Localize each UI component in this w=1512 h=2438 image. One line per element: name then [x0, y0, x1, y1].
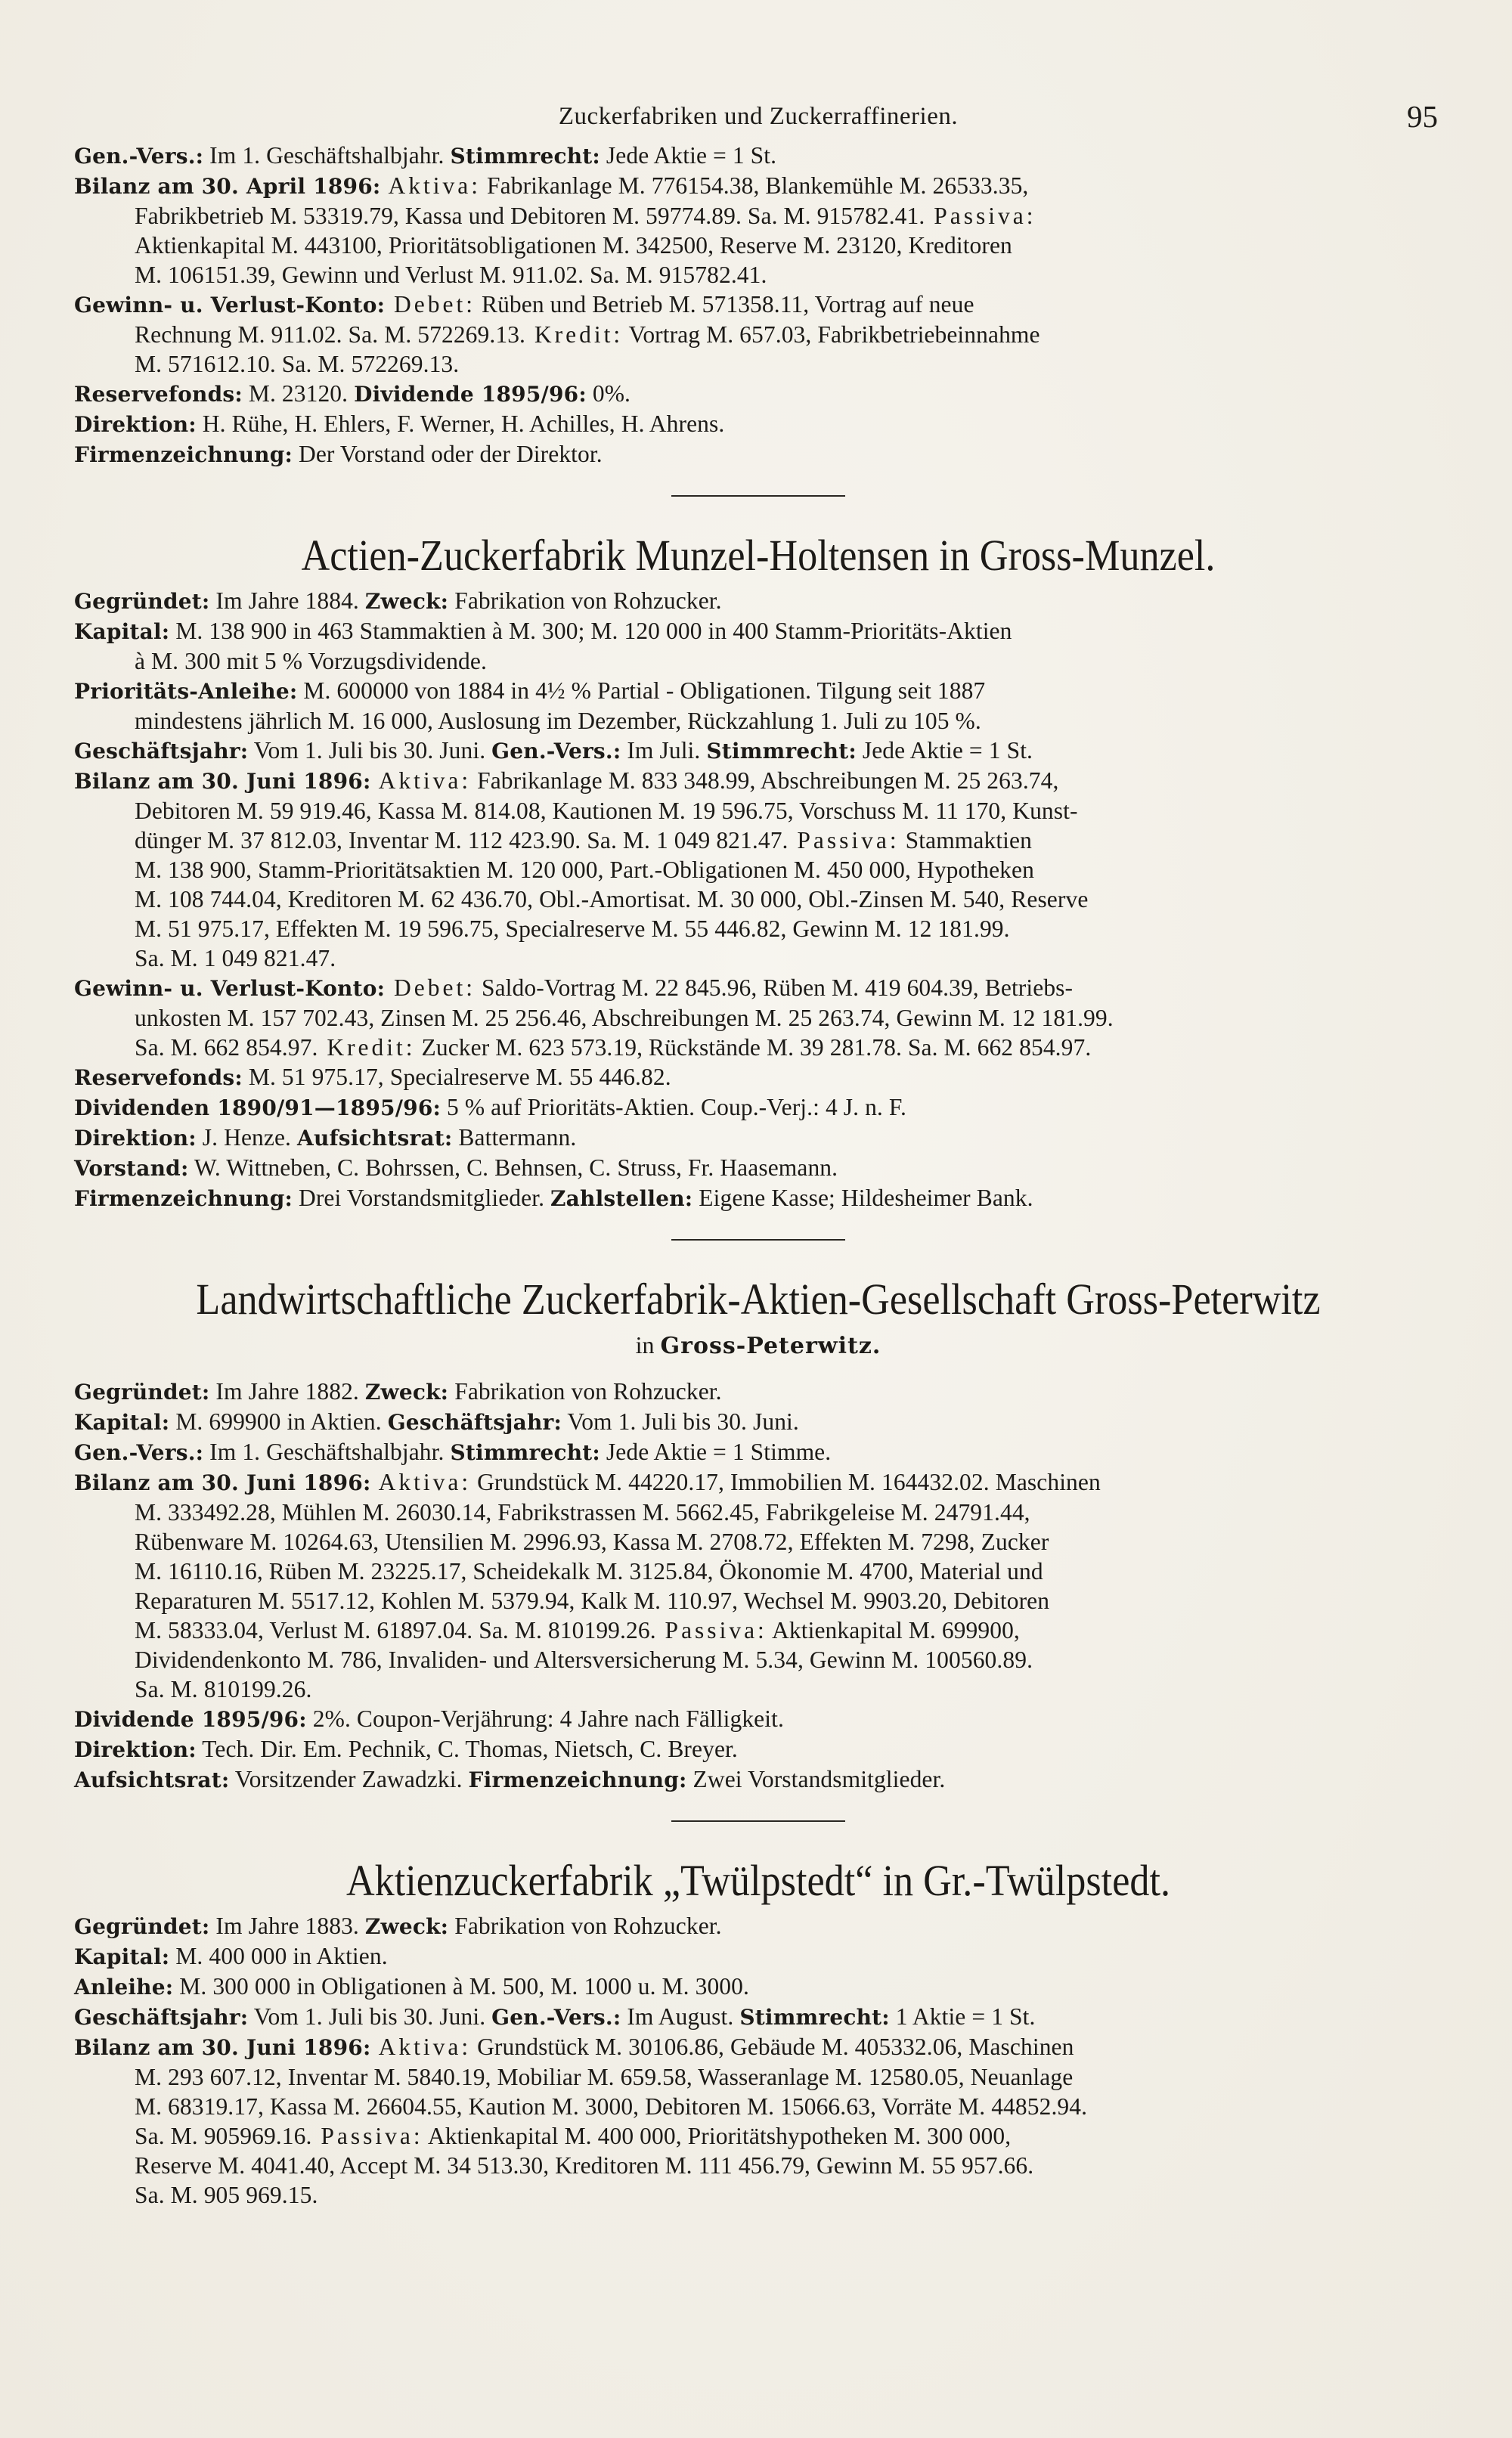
- field-text: Jede Aktie = 1 St.: [600, 142, 777, 169]
- field-text: Stammaktien: [899, 827, 1032, 853]
- entry-line: [74, 1911, 1442, 1941]
- entry-continuation-line: [74, 231, 1442, 260]
- field-text: Grundstück M. 44220.17, Immobilien M. 164432.02. Maschinen: [471, 1469, 1101, 1495]
- entry-line: [74, 1062, 1442, 1092]
- entry-line: [74, 1123, 1442, 1153]
- entry-line: [74, 1437, 1442, 1467]
- field-text: M. 108 744.04, Kreditoren M. 62 436.70, Obl.-Amortisat. M. 30 000, Obl.-Zinsen M. 540, Reserve: [135, 886, 1089, 912]
- field-text: M. 51 975.17, Specialreserve M. 55 446.82.: [242, 1064, 671, 1090]
- company-location: [74, 1328, 1442, 1363]
- entry-continuation-line: [74, 855, 1442, 884]
- entry-line: [74, 1092, 1442, 1123]
- field-label: Firmenzeichnung:: [468, 1767, 687, 1792]
- entry-line: [74, 1764, 1442, 1795]
- field-text: Aktienkapital M. 699900,: [767, 1617, 1020, 1643]
- field-label: Kapital:: [74, 1410, 170, 1435]
- field-text: Zucker M. 623 573.19, Rückstände M. 39 281.78. Sa. M. 662 854.97.: [415, 1034, 1092, 1061]
- field-label: Stimmrecht:: [739, 2005, 890, 2030]
- entry-line: [74, 1467, 1442, 1498]
- entry-continuation-line: [74, 796, 1442, 826]
- entry-line: [74, 1183, 1442, 1213]
- entry-continuation-line: [74, 1033, 1442, 1062]
- field-text: Fabrikbetrieb M. 53319.79, Kassa und Debitoren M. 59774.89. Sa. M. 915782.41.: [135, 203, 925, 229]
- entry-line: [74, 1153, 1442, 1183]
- field-text: M. 300 000 in Obligationen à M. 500, M. 1000 u. M. 3000.: [173, 1973, 749, 2000]
- spaced-label: Aktiva:: [370, 767, 472, 794]
- field-label: Zahlstellen:: [550, 1186, 693, 1211]
- field-text: Jede Aktie = 1 St.: [856, 737, 1033, 764]
- field-label: Gen.-Vers.:: [74, 1440, 204, 1465]
- company-entry: [74, 1820, 1442, 2210]
- entry-line: [74, 766, 1442, 796]
- field-text: H. Rühe, H. Ehlers, F. Werner, H. Achilles, H. Ahrens.: [196, 410, 725, 437]
- field-text: Sa. M. 905969.16.: [135, 2123, 312, 2149]
- spaced-label: Aktiva:: [380, 172, 482, 199]
- field-label: Zweck:: [364, 1914, 449, 1939]
- field-text: Vom 1. Juli bis 30. Juni.: [562, 1408, 799, 1435]
- field-label: Dividenden 1890/91—1895/96:: [74, 1095, 442, 1120]
- entry-continuation-line: [74, 320, 1442, 349]
- field-text: J. Henze.: [196, 1124, 298, 1151]
- field-label: Stimmrecht:: [706, 739, 857, 764]
- running-head-title: Zuckerfabriken und Zuckerraffinerien.: [558, 103, 959, 130]
- company-heading: Landwirtschaftliche Zuckerfabrik-Aktien-Gesellschaft Gross-Peterwitz: [196, 1275, 1321, 1324]
- entry-continuation-line: [74, 260, 1442, 290]
- field-text: Vom 1. Juli bis 30. Juni.: [248, 737, 492, 764]
- field-text: Rechnung M. 911.02. Sa. M. 572269.13.: [135, 321, 526, 348]
- entry-continuation-line: [74, 2092, 1442, 2121]
- field-label: Geschäftsjahr:: [74, 2005, 249, 2030]
- entry-continuation-line: [74, 2062, 1442, 2092]
- spaced-label: Debet:: [385, 291, 476, 318]
- field-label: Kapital:: [74, 619, 170, 644]
- field-label: Vorstand:: [74, 1156, 189, 1181]
- entry-line: [74, 1377, 1442, 1407]
- field-label: Geschäftsjahr:: [74, 739, 249, 764]
- field-text: Aktienkapital M. 400 000, Prioritätshypotheken M. 300 000,: [423, 2123, 1012, 2149]
- field-text: Sa. M. 905 969.15.: [135, 2182, 318, 2208]
- entry-continuation-line: [74, 1527, 1442, 1557]
- field-text: M. 600000 von 1884 in 4½ % Partial - Obligationen. Tilgung seit 1887: [297, 677, 986, 704]
- field-text: Im Jahre 1883.: [209, 1913, 365, 1939]
- field-label: Kapital:: [74, 1944, 170, 1969]
- entry-line: [74, 439, 1442, 469]
- field-text: Im Jahre 1882.: [209, 1378, 365, 1405]
- field-text: Sa. M. 810199.26.: [135, 1676, 312, 1702]
- running-head: [74, 88, 1442, 141]
- entry-continuation-line: [74, 1003, 1442, 1033]
- field-text: 0%.: [586, 380, 631, 407]
- entry-continuation-line: [74, 943, 1442, 973]
- field-label: Aufsichtsrat:: [74, 1767, 230, 1792]
- entry-continuation-line: [74, 1498, 1442, 1527]
- location-prefix: in: [635, 1331, 661, 1358]
- spaced-label: Passiva:: [311, 2123, 423, 2149]
- field-label: Anleihe:: [74, 1975, 174, 2000]
- field-text: Battermann.: [452, 1124, 577, 1151]
- entry-line: [74, 290, 1442, 320]
- page-content: [74, 141, 1442, 2210]
- field-label: Dividende 1895/96:: [354, 382, 587, 407]
- field-label: Gegründet:: [74, 1914, 210, 1939]
- field-text: Reserve M. 4041.40, Accept M. 34 513.30, Kreditoren M. 111 456.79, Gewinn M. 55 957.66.: [135, 2152, 1034, 2179]
- field-text: Fabrikation von Rohzucker.: [448, 587, 722, 614]
- spaced-label: Aktiva:: [370, 2034, 472, 2060]
- entry-line: [74, 736, 1442, 766]
- field-label: Direktion:: [74, 412, 197, 437]
- entry-line: [74, 379, 1442, 409]
- entry-continuation-line: [74, 1616, 1442, 1645]
- entry-line: [74, 973, 1442, 1003]
- field-text: Sa. M. 662 854.97.: [135, 1034, 318, 1061]
- section-divider: [671, 1820, 845, 1822]
- entry-continuation-line: [74, 1557, 1442, 1586]
- field-label: Gegründet:: [74, 1380, 210, 1405]
- spaced-label: Passiva:: [925, 203, 1036, 229]
- field-label: Dividende 1895/96:: [74, 1707, 307, 1732]
- field-text: Rübenware M. 10264.63, Utensilien M. 2996.93, Kassa M. 2708.72, Effekten M. 7298, Zucker: [135, 1529, 1049, 1555]
- field-text: Fabrikanlage M. 776154.38, Blankemühle M. 26533.35,: [481, 172, 1029, 199]
- field-label: Gen.-Vers.:: [74, 144, 204, 169]
- field-text: Rüben und Betrieb M. 571358.11, Vortrag auf neue: [475, 291, 974, 318]
- company-entry: [74, 495, 1442, 1213]
- field-text: unkosten M. 157 702.43, Zinsen M. 25 256.46, Abschreibungen M. 25 263.74, Gewinn M. 12 181.99.: [135, 1005, 1114, 1031]
- field-text: 2%. Coupon-Verjährung: 4 Jahre nach Fälligkeit.: [306, 1705, 784, 1732]
- field-label: Gewinn- u. Verlust-Konto:: [74, 976, 386, 1001]
- entry-line: [74, 676, 1442, 706]
- spaced-label: Aktiva:: [370, 1469, 472, 1495]
- field-text: Vorsitzender Zawadzki.: [229, 1766, 469, 1792]
- field-text: Drei Vorstandsmitglieder.: [293, 1185, 551, 1211]
- field-text: dünger M. 37 812.03, Inventar M. 112 423.90. Sa. M. 1 049 821.47.: [135, 827, 789, 853]
- entry-continuation-line: [74, 2151, 1442, 2180]
- field-text: M. 400 000 in Aktien.: [169, 1943, 388, 1969]
- field-text: Debitoren M. 59 919.46, Kassa M. 814.08, Kautionen M. 19 596.75, Vorschuss M. 11 170, Kunst-: [135, 798, 1078, 824]
- field-text: Der Vorstand oder der Direktor.: [293, 441, 603, 467]
- field-label: Direktion:: [74, 1126, 197, 1151]
- entry-line: [74, 2032, 1442, 2062]
- company-entry: [74, 141, 1442, 469]
- field-label: Firmenzeichnung:: [74, 1186, 293, 1211]
- field-text: Im Jahre 1884.: [209, 587, 365, 614]
- field-text: Im 1. Geschäftshalbjahr.: [203, 1439, 451, 1465]
- entry-continuation-line: [74, 1674, 1442, 1704]
- entry-continuation-line: [74, 914, 1442, 943]
- field-text: Zwei Vorstandsmitglieder.: [686, 1766, 946, 1792]
- entry-continuation-line: [74, 201, 1442, 231]
- company-heading: Actien-Zuckerfabrik Munzel-Holtensen in Gross-Munzel.: [301, 531, 1216, 580]
- field-label: Zweck:: [364, 589, 449, 614]
- spaced-label: Debet:: [385, 974, 476, 1001]
- field-label: Firmenzeichnung:: [74, 442, 293, 467]
- field-text: Reparaturen M. 5517.12, Kohlen M. 5379.94, Kalk M. 110.97, Wechsel M. 9903.20, Debitoren: [135, 1588, 1050, 1614]
- company-entry: [74, 1239, 1442, 1795]
- field-label: Reservefonds:: [74, 1065, 243, 1090]
- entry-line: [74, 1407, 1442, 1437]
- spaced-label: Kredit:: [318, 1034, 416, 1061]
- entry-continuation-line: [74, 1645, 1442, 1674]
- page-number: 95: [1407, 99, 1438, 134]
- field-text: Sa. M. 1 049 821.47.: [135, 945, 336, 971]
- entry-line: [74, 616, 1442, 646]
- entry-continuation-line: [74, 884, 1442, 914]
- field-text: Vortrag M. 657.03, Fabrikbetriebeinnahme: [623, 321, 1040, 348]
- field-text: Im August.: [621, 2003, 740, 2030]
- field-label: Bilanz am 30. Juni 1896:: [74, 2035, 371, 2060]
- field-text: W. Wittneben, C. Bohrssen, C. Behnsen, C. Struss, Fr. Haasemann.: [188, 1154, 838, 1181]
- field-text: Im 1. Geschäftshalbjahr.: [203, 142, 451, 169]
- field-text: Fabrikation von Rohzucker.: [448, 1378, 722, 1405]
- field-text: M. 138 900 in 463 Stammaktien à M. 300; M. 120 000 in 400 Stamm-Prioritäts-Aktien: [169, 618, 1012, 644]
- location-name: Gross-Peterwitz.: [660, 1333, 881, 1359]
- field-text: Dividendenkonto M. 786, Invaliden- und Altersversicherung M. 5.34, Gewinn M. 100560.89.: [135, 1647, 1033, 1673]
- entry-line: [74, 141, 1442, 171]
- field-text: M. 571612.10. Sa. M. 572269.13.: [135, 351, 460, 377]
- field-text: Tech. Dir. Em. Pechnik, C. Thomas, Nietsch, C. Breyer.: [196, 1736, 738, 1762]
- field-text: M. 51 975.17, Effekten M. 19 596.75, Specialreserve M. 55 446.82, Gewinn M. 12 181.99.: [135, 915, 1010, 942]
- field-text: à M. 300 mit 5 % Vorzugsdividende.: [135, 648, 487, 674]
- entry-line: [74, 1734, 1442, 1764]
- field-label: Stimmrecht:: [450, 1440, 600, 1465]
- field-label: Direktion:: [74, 1737, 197, 1762]
- field-text: M. 58333.04, Verlust M. 61897.04. Sa. M. 810199.26.: [135, 1617, 656, 1643]
- field-text: Vom 1. Juli bis 30. Juni.: [248, 2003, 492, 2030]
- field-label: Reservefonds:: [74, 382, 243, 407]
- entry-line: [74, 1941, 1442, 1972]
- entry-continuation-line: [74, 706, 1442, 736]
- entry-continuation-line: [74, 826, 1442, 855]
- field-text: Fabrikanlage M. 833 348.99, Abschreibungen M. 25 263.74,: [471, 767, 1059, 794]
- entry-continuation-line: [74, 1586, 1442, 1616]
- section-divider: [671, 1239, 845, 1241]
- field-text: M. 138 900, Stamm-Prioritätsaktien M. 120 000, Part.-Obligationen M. 450 000, Hypotheken: [135, 857, 1034, 883]
- field-label: Gegründet:: [74, 589, 210, 614]
- field-label: Stimmrecht:: [450, 144, 600, 169]
- field-label: Bilanz am 30. April 1896:: [74, 174, 381, 199]
- field-text: Grundstück M. 30106.86, Gebäude M. 405332.06, Maschinen: [471, 2034, 1074, 2060]
- entry-continuation-line: [74, 646, 1442, 676]
- field-label: Prioritäts-Anleihe:: [74, 679, 298, 704]
- field-text: 5 % auf Prioritäts-Aktien. Coup.-Verj.: 4 J. n. F.: [441, 1094, 906, 1120]
- field-text: mindestens jährlich M. 16 000, Auslosung im Dezember, Rückzahlung 1. Juli zu 105 %.: [135, 708, 981, 734]
- field-text: M. 333492.28, Mühlen M. 26030.14, Fabrikstrassen M. 5662.45, Fabrikgeleise M. 24791.44,: [135, 1499, 1030, 1526]
- entry-line: [74, 1704, 1442, 1734]
- field-text: Aktienkapital M. 443100, Prioritätsobligationen M. 342500, Reserve M. 23120, Kreditoren: [135, 232, 1012, 259]
- field-text: Eigene Kasse; Hildesheimer Bank.: [692, 1185, 1033, 1211]
- field-label: Bilanz am 30. Juni 1896:: [74, 1470, 371, 1495]
- spaced-label: Passiva:: [788, 827, 900, 853]
- field-text: M. 23120.: [242, 380, 355, 407]
- spaced-label: Kredit:: [525, 321, 624, 348]
- field-label: Aufsichtsrat:: [297, 1126, 453, 1151]
- field-text: M. 106151.39, Gewinn und Verlust M. 911.02. Sa. M. 915782.41.: [135, 262, 767, 288]
- field-label: Gen.-Vers.:: [491, 2005, 621, 2030]
- field-label: Gen.-Vers.:: [491, 739, 621, 764]
- entry-line: [74, 171, 1442, 201]
- entry-continuation-line: [74, 349, 1442, 379]
- field-text: 1 Aktie = 1 St.: [889, 2003, 1036, 2030]
- field-text: M. 699900 in Aktien.: [169, 1408, 388, 1435]
- field-text: Im Juli.: [621, 737, 707, 764]
- company-heading: Aktienzuckerfabrik „Twülpstedt“ in Gr.-Twülpstedt.: [345, 1856, 1171, 1905]
- field-label: Gewinn- u. Verlust-Konto:: [74, 293, 386, 318]
- field-text: Jede Aktie = 1 Stimme.: [600, 1439, 832, 1465]
- entry-line: [74, 2002, 1442, 2032]
- spaced-label: Passiva:: [655, 1617, 767, 1643]
- entry-line: [74, 586, 1442, 616]
- section-divider: [671, 495, 845, 497]
- field-label: Geschäftsjahr:: [387, 1410, 562, 1435]
- field-text: M. 68319.17, Kassa M. 26604.55, Kaution M. 3000, Debitoren M. 15066.63, Vorräte M. 44852.94.: [135, 2093, 1088, 2120]
- field-text: Saldo-Vortrag M. 22 845.96, Rüben M. 419 604.39, Betriebs-: [475, 974, 1074, 1001]
- entry-line: [74, 1972, 1442, 2002]
- field-text: Fabrikation von Rohzucker.: [448, 1913, 722, 1939]
- field-label: Zweck:: [364, 1380, 449, 1405]
- entry-continuation-line: [74, 2180, 1442, 2210]
- field-label: Bilanz am 30. Juni 1896:: [74, 769, 371, 794]
- field-text: M. 16110.16, Rüben M. 23225.17, Scheidekalk M. 3125.84, Ökonomie M. 4700, Material und: [135, 1558, 1043, 1585]
- field-text: M. 293 607.12, Inventar M. 5840.19, Mobiliar M. 659.58, Wasseranlage M. 12580.05, Neuanlage: [135, 2064, 1074, 2090]
- entry-continuation-line: [74, 2121, 1442, 2151]
- entry-line: [74, 409, 1442, 439]
